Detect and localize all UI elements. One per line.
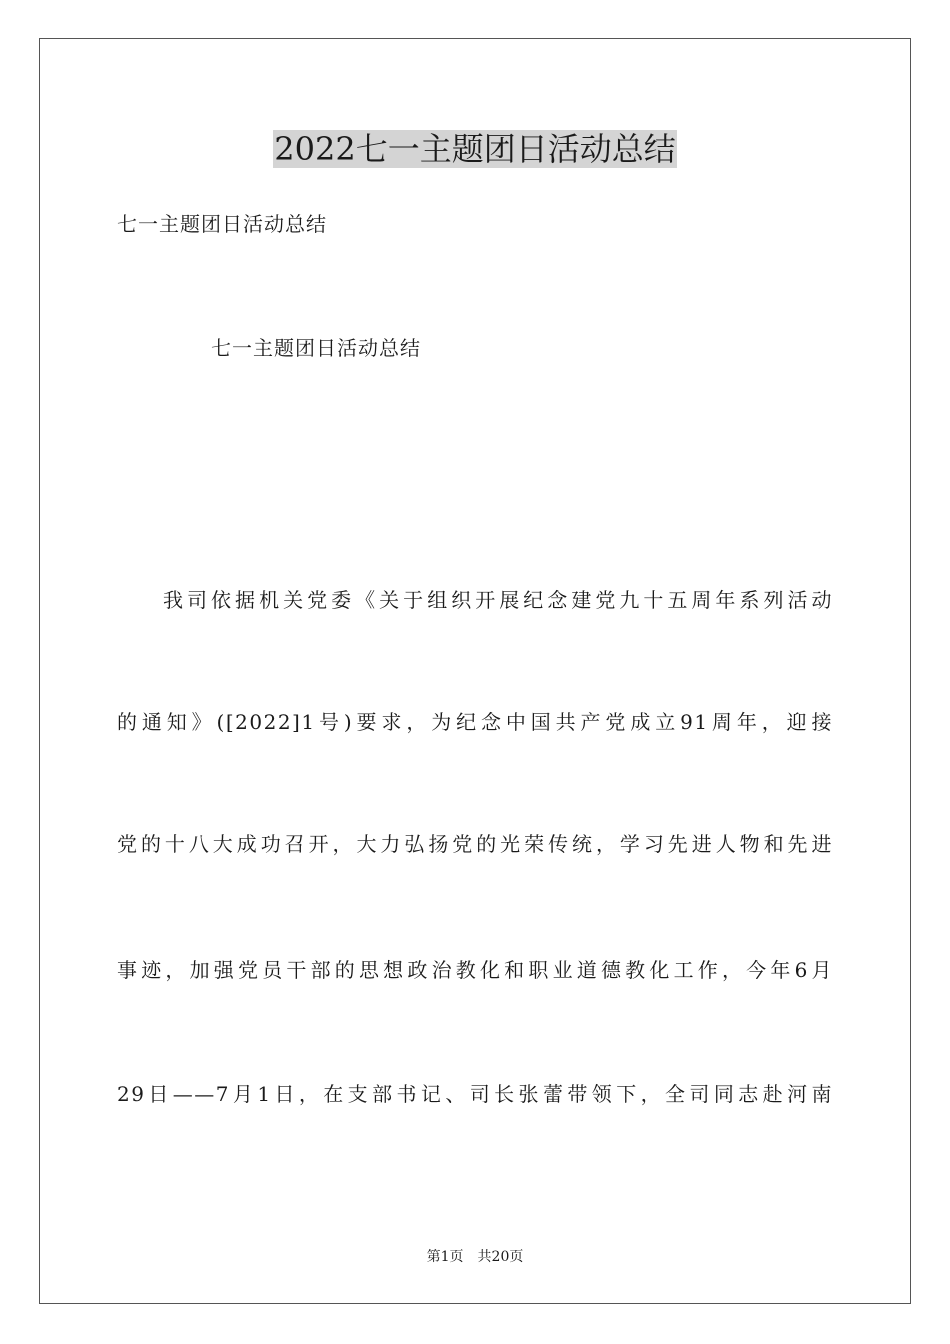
page-total: 共20页 (477, 1249, 524, 1265)
document-title-text: 2022七一主题团日活动总结 (274, 130, 676, 168)
document-subtitle: 七一主题团日活动总结 (117, 212, 327, 236)
document-title (0, 128, 950, 170)
body-line-3: 党的十八大成功召开，大力弘扬党的光荣传统，学习先进人物和先进 (117, 832, 833, 856)
document-subtitle-indented: 七一主题团日活动总结 (211, 336, 421, 360)
page-footer (0, 1247, 950, 1267)
body-line-4: 事迹，加强党员干部的思想政治教化和职业道德教化工作，今年6月 (117, 958, 833, 982)
body-line-2: 的通知》([2022]1号)要求，为纪念中国共产党成立91周年，迎接 (117, 710, 833, 734)
body-line-1: 我司依据机关党委《关于组织开展纪念建党九十五周年系列活动 (163, 588, 833, 612)
body-line-5: 29日——7月1日，在支部书记、司长张蕾带领下，全司同志赴河南 (117, 1082, 833, 1106)
page-number: 第1页 (426, 1249, 464, 1265)
